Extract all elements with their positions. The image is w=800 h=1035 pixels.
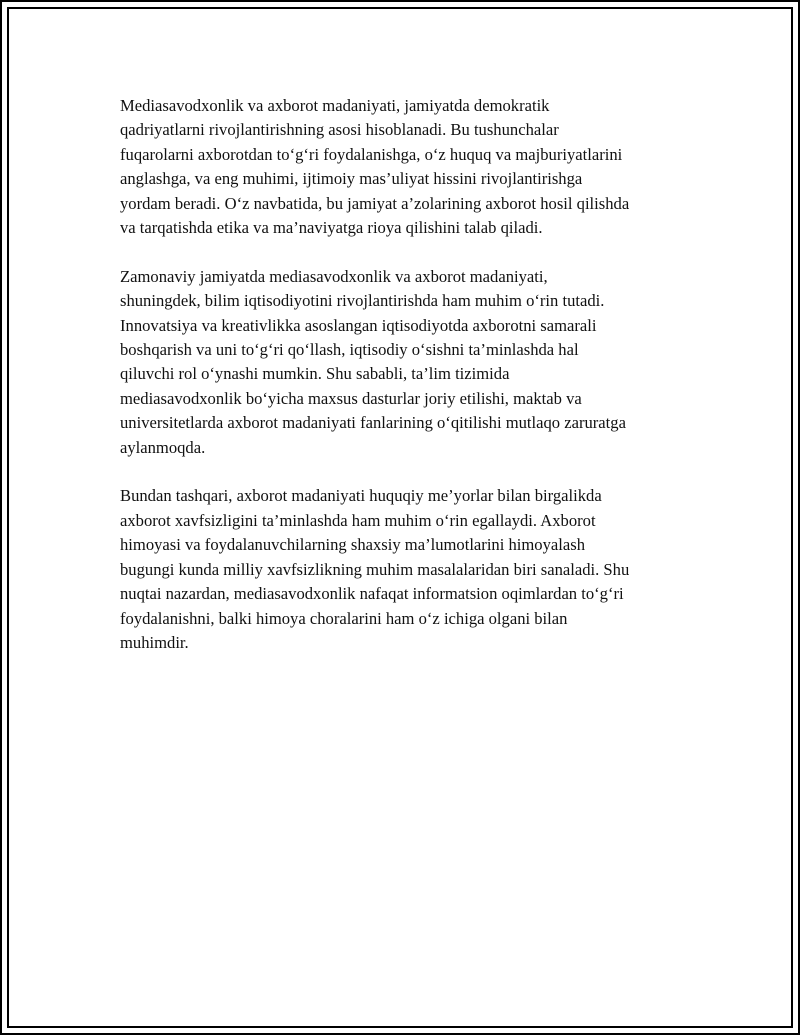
paragraph-2: Zamonaviy jamiyatda mediasavodxonlik va axborot madaniyati, shuningdek, bilim iqtisodiyotini rivojlantirishda ham muhim o‘rin tutadi. Innovatsiya va kreativlikka asoslangan iqtisodiyotda axborotni samarali boshqarish va uni to‘g‘ri qo‘llash, iqtisodiy o‘sishni ta’minlashda hal qiluvchi rol o‘ynashi mumkin. Shu sababli, ta’lim tizimida mediasavodxonlik bo‘yicha maxsus dasturlar joriy etilishi, maktab va universitetlarda axborot madaniyati fanlarining o‘qitilishi mutlaqo zaruratga aylanmoqda. <box>120 266 626 457</box>
document-body <box>120 94 695 680</box>
paragraph-1: Mediasavodxonlik va axborot madaniyati, jamiyatda demokratik qadriyatlarni rivojlantirishning asosi hisoblanadi. Bu tushunchalar fuqarolarni axborotdan to‘g‘ri foydalanishga, o‘z huquq va majburiyatlarini anglashga, va eng muhimi, ijtimoiy mas’uliyat hissini rivojlantirishga yordam beradi. O‘z navbatida, bu jamiyat a’zolarining axborot hosil qilishda va tarqatishda etika va ma’naviyatga rioya qilishini talab qiladi. <box>120 96 630 238</box>
paragraph-3: Bundan tashqari, axborot madaniyati huquqiy me’yorlar bilan birgalikda axborot xavfsizligini ta’minlashda ham muhim o‘rin egallaydi. Axborot himoyasi va foydalanuvchilarning shaxsiy ma’lumotlarini himoyalash bugungi kunda milliy xavfsizlikning muhim masalalaridan biri sanaladi. Shu nuqtai nazardan, mediasavodxonlik nafaqat informatsion oqimlardan to‘g‘ri foydalanishni, balki himoya choralarini ham o‘z ichiga olgani bilan muhimdir. <box>120 486 630 652</box>
